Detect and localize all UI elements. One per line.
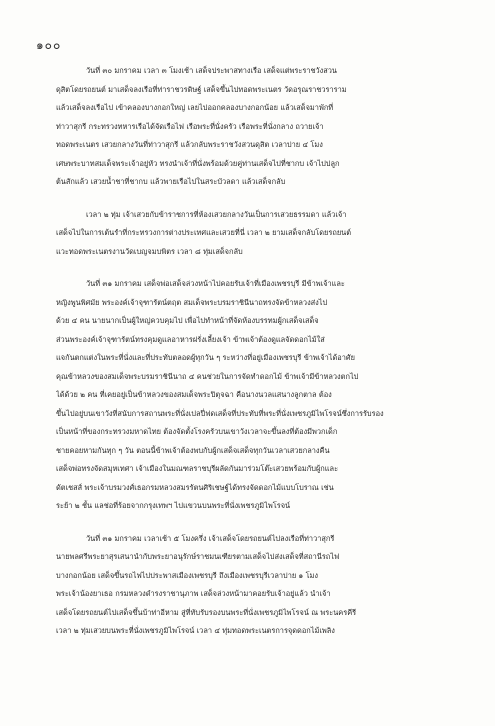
- paragraph-1: [56, 62, 456, 192]
- text-line: เวลา ๒ ทุ่ม เจ้าเสวยกับข้าราชการที่ห้องเสวยกลางวันเป็นการเสวยธรรมดา แล้วเจ้า: [86, 209, 347, 219]
- text-line: เวลา ๒ ทุ่มเสวยบนพระที่นั่งเพชรภูมิไพโรจน์ เวลา ๔ ทุ่มทอดพระเนตรการจุดดอกไม้เพลิง: [56, 626, 335, 635]
- text-line: แจกันตกแต่งในพระที่นั่งและที่ประทับตลอดผู้ทุกวัน ๆ ระหว่างที่อยู่เมืองเพชรบุรี ข้าพเจ้าได้อาศัย: [56, 353, 355, 362]
- body-text: [56, 62, 456, 712]
- text-line: วันที่ ๓๑ มกราคม เสด็จพ่อเสด็จล่วงหน้าไปคอยรับเจ้าที่เมืองเพชรบุรี มีข้าพเจ้าและ: [86, 279, 345, 288]
- text-line: เสด็จพ่อทรงจัดสมุหเทศา เจ้าเมืองในมณฑลราชบุรีผลัดกันมาร่วมโต๊ะเสวยพร้อมกับผู้กและ: [56, 464, 339, 473]
- text-line: ส่วนพระองค์เจ้าจุฑารัตน์ทรงคุมดูแลอาหารฝรั่งเลี้ยงเจ้า ข้าพเจ้าต้องดูแลจัดดอกไม้ใส่: [56, 334, 325, 344]
- text-line: ดัตเชสส์ พระเจ้าบรมวงศ์เธอกรมหลวงสมรรัตนศิริเชษฐ์ได้ทรงจัดดอกไม้แบบโบราณ เช่น: [56, 482, 334, 492]
- text-line: วันที่ ๓๐ มกราคม เวลา ๓ โมงเช้า เสด็จประพาสทางเรือ เสด็จแต่พระราชวังสวน: [86, 66, 337, 75]
- text-line: นายพลศรีพระยาสุรเสนานำกับพระยาอนุรักษ์ราชมนเฑียรตามเสด็จไปส่งเสด็จที่สถานีรถไฟ: [56, 552, 340, 561]
- text-line: วันที่ ๓๑ มกราคม เวลาเช้า ๕ โมงครึ่ง เจ้าเสด็จโดยรถยนต์ไปลงเรือที่ท่าวาสุกรี: [86, 533, 335, 543]
- text-line: ชายคอยหามกันทุก ๆ วัน ตอนนี้ข้าพเจ้าต้องพบกับผู้กเสด็จเสด็จทุกวันเวลาเสวยกลางคืน: [56, 445, 330, 455]
- text-line: เสด็จไปในการเต้นรำที่กระทรวงการต่างประเทศและเสวยที่นี่ เวลา ๒ ยามเสด็จกลับโดยรถยนต์: [56, 228, 352, 237]
- text-line: ได้ด้วย ๒ คน ที่เคยอยู่เป็นข้าหลวงของสมเด็จพระปิตุจฉา คือนางนวลแสนางลูกตาล ต้อง: [56, 390, 332, 399]
- paragraph-2: [56, 206, 456, 262]
- text-line: คุณข้าหลวงของสมเด็จพระบรมราชินีนาถ ๔ คนช่วยในการจัดทำดอกไม้ ข้าพเจ้ามีข้าหลวงตกไป: [56, 371, 359, 381]
- text-line: ด้วย ๔ คน นายนากเป็นผู้ใหญ่ควบคุมไป เพื่อไปทำหน้าที่จัดห้องบรรทมผู้กเสด็จเสด็จ: [56, 316, 319, 325]
- text-line: หญิงพูนพิศมัย พระองค์เจ้าจุฑารัตน์ตฤต สมเด็จพระบรมราชินีนาถทรงจัดข้าหลวงส่งไป: [56, 297, 328, 307]
- text-line: เศษพระบาทสมเด็จพระเจ้าอยู่หัว ทรงนำเจ้าที่นั่งพร้อมด้วยคู่ท่านเสด็จไปที่ชากบ เจ้าไปปลูก: [56, 158, 340, 168]
- page-number: ๑๐๐: [36, 38, 62, 52]
- text-line: แล้วเสด็จลงเรือไป เข้าคลองบางกอกใหญ่ เลยไปออกคลองบางกอกน้อย แล้วเสด็จมาพักที่: [56, 103, 334, 112]
- paragraph-3: [56, 275, 456, 516]
- text-line: ต้นสักแล้ว เสวยน้ำชาที่ชากบ แล้วพายเรือไปในสระบัวลดา แล้วเสด็จกลับ: [56, 177, 286, 186]
- text-line: แวะทอดพระเนตรงานวัดเบญจมบพิตร เวลา ๘ ทุ่มเสด็จกลับ: [56, 246, 243, 256]
- text-line: เป็นหน้าที่ของกระทรวงมหาดไทย ต้องจัดตั้งโรงครัวบนเขาวังเวลาจะขึ้นลงที่ต้องมีพวกเด็ก: [56, 427, 338, 436]
- text-line: ดุสิตโดยรถยนต์ มาเสด็จลงเรือที่ท่าราชวรดิษฐ์ เสด็จขึ้นไปทอดพระเนตร วัดอรุณราชวราราม: [56, 84, 347, 94]
- text-line: ขึ้นไปอยู่บนเขาวังที่สนับการสถานพระที่นั่งเปลปี่ฟดเสด็จที่ประทับที่พระที่นั่งเพชรภูมิไพโรจน์ซึ่งการรับรอง: [56, 408, 384, 418]
- text-line: ระย้า ๒ ชั้น แลช่อที่ร้อยจากกรุงเทพฯ ไปแขวนบนพระที่นั่งเพชรภูมิไพโรจน์: [56, 501, 291, 510]
- text-line: เสด็จโดยรถยนต์ไปเสด็จขึ้นบ้าท่าอีหาม สู่ที่ทับรับรองบนพระที่นั่งเพชรภูมิไพโรจน์ ณ พระนครคีรี: [56, 607, 357, 617]
- text-line: ท่าวาสุกรี กระทรวงทหารเรือได้จัดเรือไฟ เรือพระที่นั่งครัว เรือพระที่นั่งกลาง ถวายเจ้า: [56, 121, 324, 131]
- text-line: พระเจ้าน้องยาเธอ กรมหลวงดำรงราชานุภาพ เสด็จล่วงหน้ามาคอยรับเจ้าอยู่แล้ว นำเจ้า: [56, 589, 331, 598]
- text-line: บางกอกน้อย เสด็จขึ้นรถไฟไปประพาสเมืองเพชรบุรี ถึงเมืองเพชรบุรีเวลาบ่าย ๑ โมง: [56, 570, 319, 580]
- text-line: ทอดพระเนตร เสวยกลางวันที่ท่าวาสุกรี แล้วกลับพระราชวังสวนดุสิต เวลาบ่าย ๔ โมง: [56, 140, 323, 149]
- paragraph-4: [56, 530, 456, 641]
